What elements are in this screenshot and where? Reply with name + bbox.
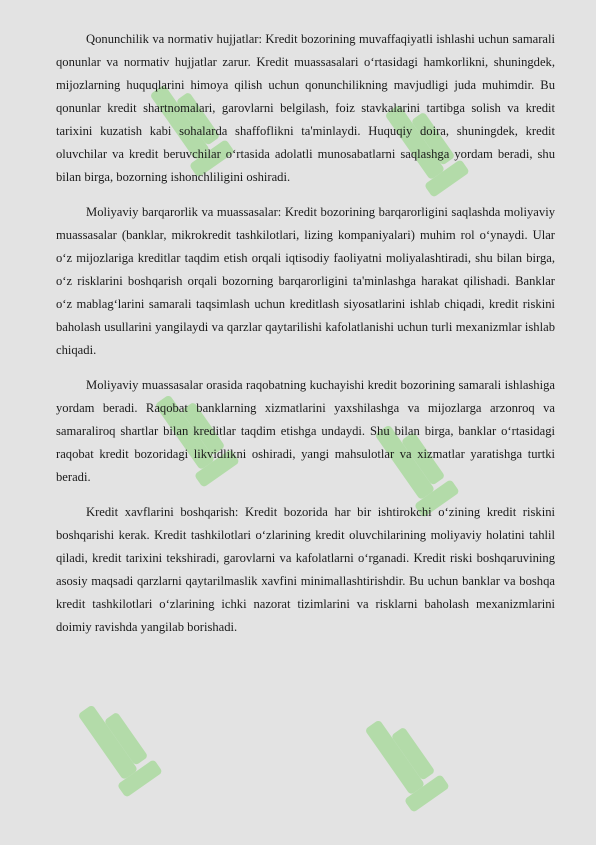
document-body [56, 28, 555, 651]
green-logo-icon [78, 675, 168, 825]
green-logo-icon [365, 690, 455, 840]
paragraph-financial-stability: Moliyaviy barqarorlik va muassasalar: Kredit bozorining barqarorligini saqlashda moliyaviy muassasalar (banklar, mikrokredit tashkilotlari, lizing kompaniyalari) muhim rol o‘ynaydi. Ular o‘z mijozlariga kreditlar taqdim etish orqali iqtisodiy faoliyatni moliyalashtiradi, shu bilan birga, o‘z risklarini boshqarish orqali bozorning barqarorligini ta'minlashga harakat qilishadi. Banklar o‘z mablag‘larini samarali taqsimlash uchun kreditlash siyosatlarini ishlab chiqadi, kredit riskini baholash usullarini yangilaydi va qarzlar qaytarilishi kafolatlanishi uchun turli mexanizmlar ishlab chiqadi. [56, 205, 555, 357]
watermark-logo-icon [365, 690, 455, 840]
paragraph-legal-framework: Qonunchilik va normativ hujjatlar: Kredit bozorining muvaffaqiyatli ishlashi uchun samarali qonunlar va normativ hujjatlar zarur. Kredit muassasalari o‘rtasidagi hamkorlikni, shuningdek, mijozlarning huquqlarini himoya qilish uchun qonunchilikning mavjudligi juda muhimdir. Bu qonunlar kredit shartnomalari, garovlarni belgilash, foiz stavkalarini tartibga solish va kredit tarixini kuzatish kabi sohalarda shaffoflikni ta'minlaydi. Huquqiy doira, shuningdek, kredit oluvchilar va kredit beruvchilar o‘rtasida adolatli munosabatlarni saqlashga yordam beradi, shu bilan birga, bozorning ishonchliligini oshiradi. [56, 32, 555, 184]
paragraph-credit-risk: Kredit xavflarini boshqarish: Kredit bozorida har bir ishtirokchi o‘zining kredit riskini boshqarishi kerak. Kredit tashkilotlari o‘zlarining kredit oluvchilarining moliyaviy holatini tahlil qiladi, kredit tarixini tekshiradi, garovlarni va kafolatlarni o‘rganadi. Kredit riski boshqaruvining asosiy maqsadi qarzlarni qaytarilmaslik xavfini minimallashtirishdir. Bu uchun banklar va boshqa kredit tashkilotlari o‘zlarining ichki nazorat tizimlarini va risklarni baholash mexanizmlarini doimiy ravishda yangilab borishadi. [56, 505, 555, 634]
paragraph-competition: Moliyaviy muassasalar orasida raqobatning kuchayishi kredit bozorining samarali ishlashiga yordam beradi. Raqobat banklarning xizmatlarini yaxshilashga va mijozlarga arzonroq va samaraliroq shartlar bilan kreditlar taqdim etishga undaydi. Shu bilan birga, banklar o‘rtasidagi raqobat kredit bozoridagi likvidlikni oshiradi, yangi mahsulotlar va xizmatlar yaratishga turtki beradi. [56, 378, 555, 484]
watermark-logo-icon [78, 675, 168, 825]
